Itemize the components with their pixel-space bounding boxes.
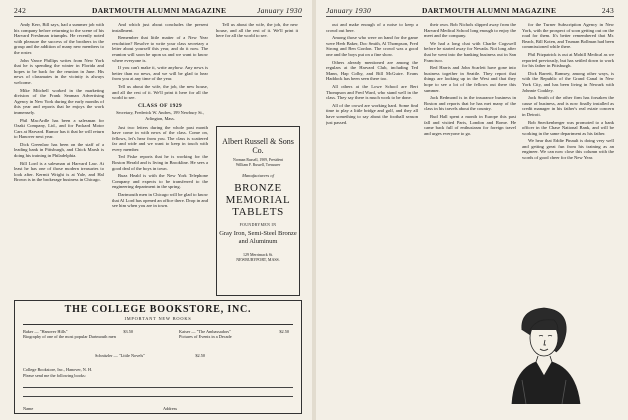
book-author: Schnitzler <box>95 353 113 358</box>
right-column-1 <box>326 22 418 406</box>
bookstore-order-form <box>14 300 302 414</box>
book-note: Biography of one of the most popular Dartmouth men <box>23 334 116 340</box>
paragraph: out and make enough of a noise to keep a crowd out here. <box>326 22 418 33</box>
woman-portrait-illustration-icon <box>492 300 596 404</box>
ad-city: NEWBURYPORT, MASS. <box>236 257 280 262</box>
class-heading: CLASS OF 1929 <box>137 102 183 109</box>
book-author: Baker <box>23 329 34 334</box>
albert-russell-advertisement <box>216 126 300 296</box>
paragraph: Bob Sneckenberger was promoted to a bank officer in the Chase National Bank, and will be working in the same department as his father. <box>522 119 614 136</box>
bookstore-subtitle: IMPORTANT NEW BOOKS <box>23 316 293 325</box>
ad-foundry-line: FOUNDRYMEN IN <box>239 223 277 227</box>
book-listing: Kaiser — "The Ambassadors" $2.50 Pictures of Events in a Decade <box>179 329 289 340</box>
book-title: "The Ambassadors" <box>196 329 231 334</box>
issue-date-left: January 1930 <box>256 6 302 15</box>
order-form-address: College Bookstore, Inc., Hanover, N. H. <box>23 367 93 372</box>
page-number-left: 242 <box>14 6 27 15</box>
left-column-1 <box>14 22 104 294</box>
order-form-instruction: Please send me the following books: <box>23 373 86 378</box>
paragraph: Buzz Heald is with the New York Telephone Company and expects to be transferred to the engineering department in the spring. <box>112 173 208 190</box>
paragraph: Phil Fitzpatrick is out at Mohill Medical as we reported previously, but has settled down to work for his father in Pittsburgh. <box>522 51 614 69</box>
paragraph: Jack Redmond is in the insurance business in Boston and reports that he has met many of the class in his travels about the country. <box>424 95 516 112</box>
paragraph: Bill Lord is a salesman at Harvard Law. At least he has one of those modern treasuries to look after. Kermit Wright is at Yale, and Hal Brown is in the brokerage business in Chicago. <box>14 160 104 183</box>
ad-street: 129 Merrimack St. <box>242 252 274 257</box>
ad-product: BRONZE MEMORIAL TABLETS <box>225 182 291 218</box>
paragraph: Bud Hall spent a month in Europe this past fall and visited Paris, London and Rome. He came back full of enthusiasm for foreign travel and urges everyone to go. <box>424 113 516 136</box>
page-number-right: 243 <box>601 6 614 15</box>
paragraph: Phil MacArdle has been a salesman for Ozaki Company, Ltd., and for Packard Motor Cars at Harvard. Rumor has it that he will return to Hanover next year. <box>14 117 104 140</box>
running-title-right: DARTMOUTH ALUMNI MAGAZINE <box>422 6 557 15</box>
paragraph: Red Harris and John Scarlett have gone into business together in Seattle. They report that things are looking up in the West and that they hope to see a lot of the fellows out there this summer. <box>424 65 516 93</box>
left-page <box>0 0 312 420</box>
paragraph: And which just about concludes the present installment. <box>112 22 208 33</box>
order-form-line[interactable] <box>23 381 293 388</box>
order-form-line[interactable] <box>23 390 293 397</box>
book-listing: Schnitzler — "Little Novels" $2.50 <box>95 353 205 358</box>
class-secretary: Secretary, Frederick W. Andres, 199 Newbury St., Arlington, Mass. <box>116 110 204 121</box>
paragraph: Dartmouth men in Chicago will be glad to know that Al Lord has opened an office there. Drop in and see him when you are in town. <box>112 192 208 209</box>
ad-materials: Gray Iron, Semi-Steel Bronze and Aluminum <box>219 230 297 245</box>
paragraph: Dick Barrett, Ramsey, among other ways, is with the Republic of the Grand Canal in New York City, and has been living in Newark with Johnnie Coakley. <box>522 70 614 93</box>
right-column-3 <box>522 22 614 292</box>
paragraph: If you can't make it, write anyhow. Any news is better than no news, and we will be glad to hear from you at any time of the year. <box>112 65 208 82</box>
running-head-left <box>14 6 302 17</box>
issue-date-right: January 1930 <box>326 6 372 15</box>
paragraph: All of the crowd are working hard. Some find time to play a little bridge and golf, and they all have something to say about the football season just passed. <box>326 102 418 125</box>
paragraph: All others at the Lowe School are Bert Thompson and Fred Ward, who stand well in the class. They say there is much work to be done. <box>326 83 418 101</box>
paragraph: Among those who were on hand for the game were Herb Baker, Doc Smith, Al Thompson, Fred Strong and Ben Gordon. The crowd was a good one and the boys put on a fine show. <box>326 35 418 57</box>
book-listing: Baker — "Hanover Hills" $3.50 Biography of one of the most popular Dartmouth men <box>23 329 133 340</box>
book-author: Kaiser <box>179 329 191 334</box>
ad-officer: Norman Russell, 1909, President <box>232 158 284 162</box>
paragraph: Dick Greenlaw has been on the staff of a leading bank in Pittsburgh, and Chick Marsh is doing his training in Philadelphia. <box>14 141 104 159</box>
paragraph: for the Turner Subscription Agency in New York, with the prospect of soon getting out on the road for them. It's better remembered that Mr. Beach, Bill Koten, and Truman Bollman had been commissioned while there. <box>522 22 614 50</box>
paragraph: their own. Bob Nichols slipped away from the Harvard Medical School long enough to enjoy the meet and the company. <box>424 22 516 39</box>
paragraph: Tell us about the wife, the job, the new house, and all the rest of it. We'll print it here for all the world to see. <box>216 22 298 39</box>
left-column-2 <box>112 22 208 294</box>
ad-officer: William F. Russell, Treasurer <box>235 163 281 167</box>
book-price: $2.50 <box>195 353 205 358</box>
paragraph: Tell us about the wife, the job, the new house, and all the rest of it. We'll print it here for all the world to see. <box>112 83 208 101</box>
book-note: Pictures of Events in a Decade <box>179 334 232 340</box>
bookstore-title: THE COLLEGE BOOKSTORE, INC. <box>64 304 252 315</box>
ad-company-name: Albert Russell & Sons Co. <box>222 137 294 155</box>
paragraph: Jack Smith of the other firm has forsaken the cause of business, and is now finally installed as credit manager in his father's real estate concern in Detroit. <box>522 95 614 117</box>
paragraph: John Vance Phillips writes from New York that he is spending the winter in Florida and hopes to be back for the reunion in June. His news of classmates in the vicinity is always welcome. <box>14 57 104 85</box>
running-head-right <box>326 6 614 17</box>
book-title: "Hanover Hills" <box>39 329 68 334</box>
paragraph: Just two letters during the whole past month have come in with news of the class. Come on, fellows, let's hear from you. The class is scattered far and wide and we want to keep in touch with every member. <box>112 124 208 152</box>
paragraph: Ted Fiske reports that he is working for the Boston Herald and is living in Brookline. He sees a good deal of the boys in town. <box>112 154 208 171</box>
ad-makers-line: Manufacturers of <box>242 173 274 178</box>
order-form-address-label: Address <box>163 406 178 411</box>
paragraph: Andy Kerr, Bill says, had a summer job with his company before returning to the scene of his Harvard Freshman triumphs. He recently noted with pleasure the success of the brothers in the group and the addition of many new members to the roster. <box>14 22 104 55</box>
running-title-left: DARTMOUTH ALUMNI MAGAZINE <box>92 6 227 15</box>
paragraph: Others already mentioned are among the regulars at the Harvard Club, including Ted Mann, Hap Colby, and Bill McGuire. Evans Haddock has been seen there too. <box>326 59 418 82</box>
book-price: $3.50 <box>123 329 133 334</box>
left-column-3 <box>216 22 298 122</box>
book-price: $2.50 <box>279 329 289 334</box>
paragraph: We hear that Eddie Pinault is doing very well and getting great fun from his training as an engineer. We can now close this column with the words of good cheer for the New Year. <box>522 138 614 161</box>
paragraph: Mike Mitchell worked in the marketing division of the Frank Seaman Advertising Agency in New York during the early months of this year and reports that he enjoys the work immensely. <box>14 87 104 115</box>
paragraph: We had a long chat with Charlie Cogswell before he started away for Nevada. Not long after that he went into the banking business out in San Francisco. <box>424 40 516 63</box>
book-title: "Little Novels" <box>118 353 145 358</box>
order-form-name-label: Name <box>23 406 34 411</box>
paragraph: Remember that little matter of a New Year resolution? Resolve to write your class secretary a letter about yourself this year, and do it now. The reunion will soon be upon us and we want to know where everyone is. <box>112 35 208 63</box>
